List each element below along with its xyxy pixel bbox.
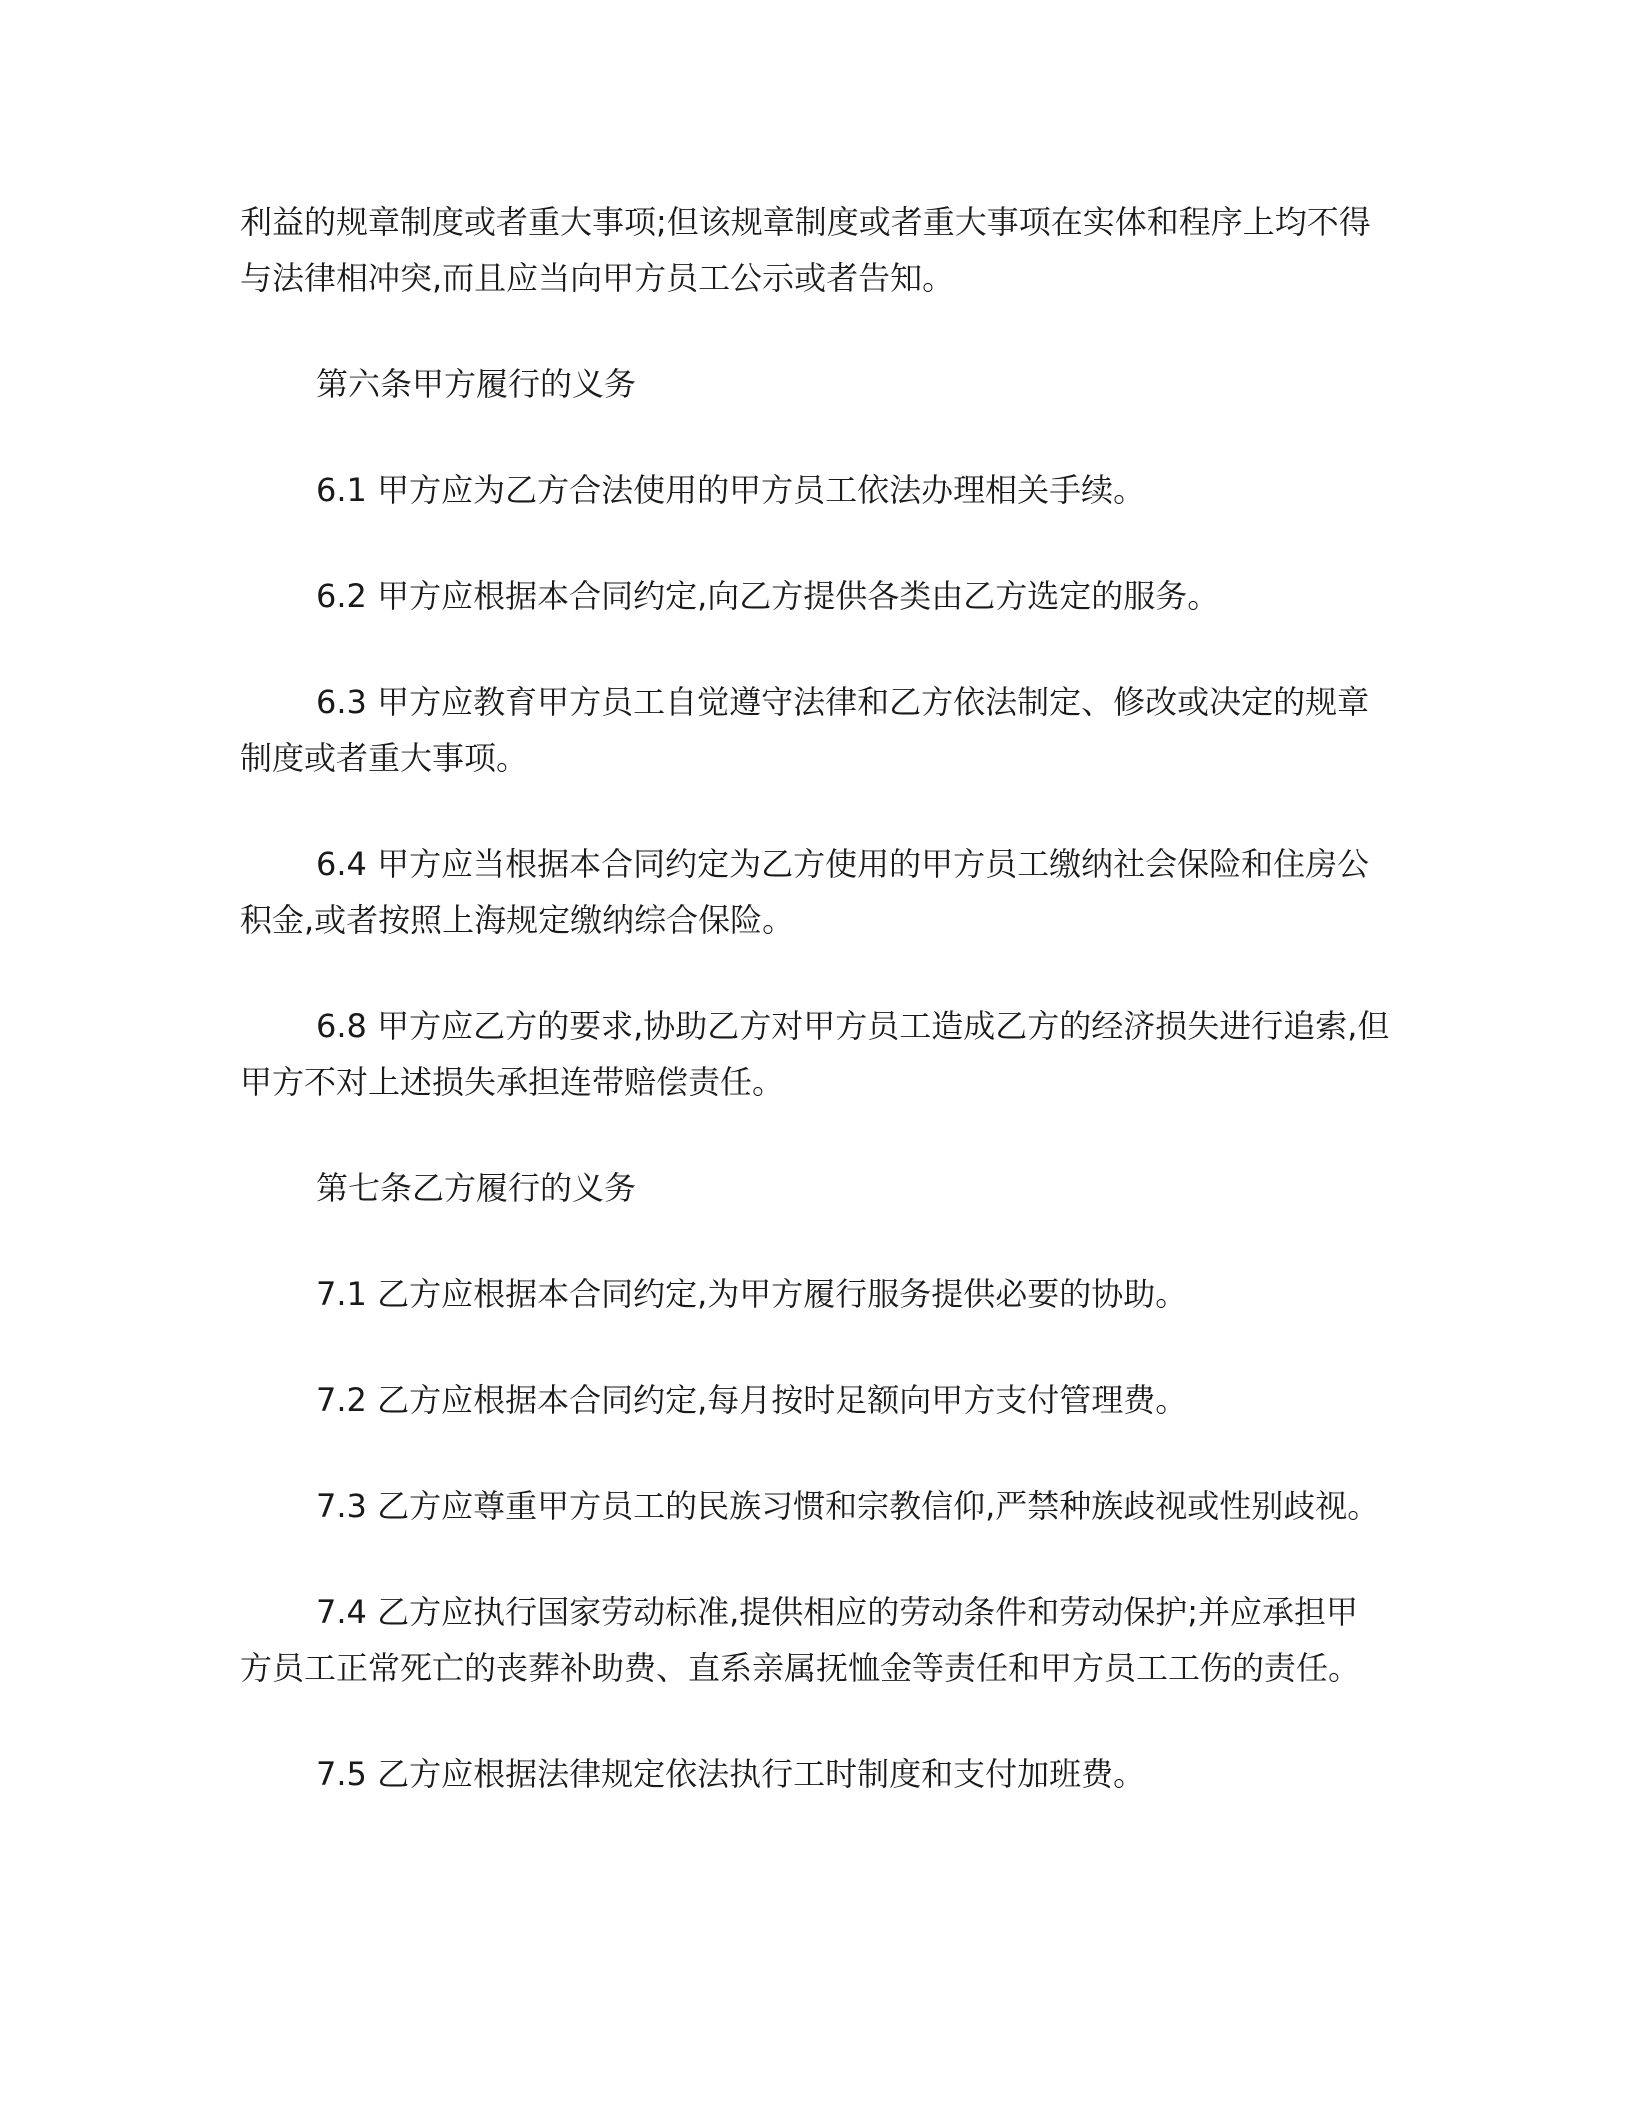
clause-6-2: 6.2 甲方应根据本合同约定,向乙方提供各类由乙方选定的服务。 [316, 577, 1220, 615]
section-heading-article-7: 第七条乙方履行的义务 [316, 1169, 637, 1207]
clause-6-4: 6.4 甲方应当根据本合同约定为乙方使用的甲方员工缴纳社会保险和住房公积金,或者按照上海规定缴纳综合保险。 [240, 845, 1370, 939]
paragraph-continued: 利益的规章制度或者重大事项;但该规章制度或者重大事项在实体和程序上均不得与法律相冲突,而且应当向甲方员工公示或者告知。 [240, 203, 1371, 297]
clause-6-3: 6.3 甲方应教育甲方员工自觉遵守法律和乙方依法制定、修改或决定的规章制度或者重大事项。 [240, 683, 1370, 777]
clause-7-2: 7.2 乙方应根据本合同约定,每月按时足额向甲方支付管理费。 [316, 1381, 1188, 1419]
clause-6-8: 6.8 甲方应乙方的要求,协助乙方对甲方员工造成乙方的经济损失进行追索,但甲方不对上述损失承担连带赔偿责任。 [240, 1007, 1390, 1101]
clause-7-5: 7.5 乙方应根据法律规定依法执行工时制度和支付加班费。 [316, 1755, 1146, 1793]
clause-7-4: 7.4 乙方应执行国家劳动标准,提供相应的劳动条件和劳动保护;并应承担甲方员工正常死亡的丧葬补助费、直系亲属抚恤金等责任和甲方员工工伤的责任。 [240, 1593, 1361, 1687]
document-body [240, 194, 1390, 1852]
clause-7-3: 7.3 乙方应尊重甲方员工的民族习惯和宗教信仰,严禁种族歧视或性别歧视。 [316, 1487, 1380, 1525]
section-heading-article-6: 第六条甲方履行的义务 [316, 365, 637, 403]
clause-6-1: 6.1 甲方应为乙方合法使用的甲方员工依法办理相关手续。 [316, 471, 1146, 509]
clause-7-1: 7.1 乙方应根据本合同约定,为甲方履行服务提供必要的协助。 [316, 1275, 1188, 1313]
